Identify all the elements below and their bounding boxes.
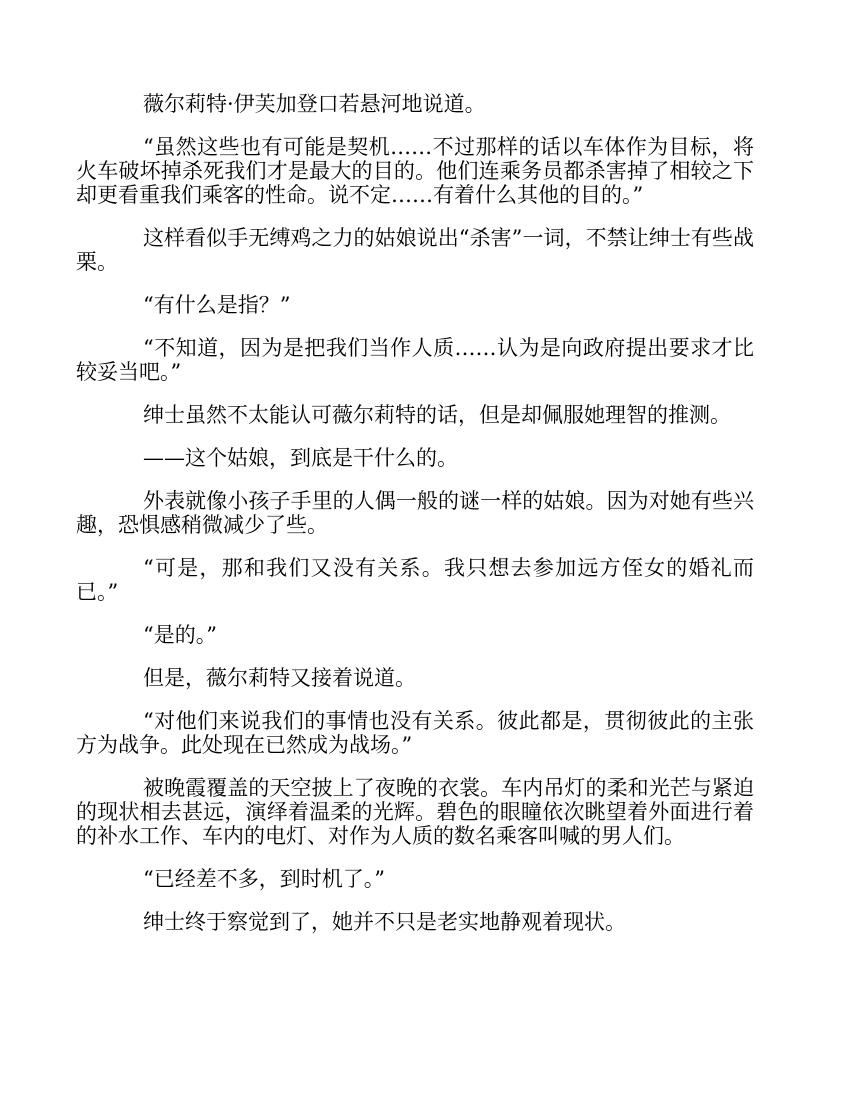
paragraph: “可是，那和我们又没有关系。我只想去参加远方侄女的婚礼而已。” — [76, 556, 754, 604]
paragraph: 绅士终于察觉到了，她并不只是老实地静观着现状。 — [143, 910, 626, 934]
body-text — [76, 92, 754, 953]
paragraph: “不知道，因为是把我们当作人质……认为是向政府提出要求才比较妥当吧。” — [76, 336, 754, 384]
paragraph: “对他们来说我们的事情也没有关系。彼此都是，贯彻彼此的主张方为战争。此处现在已然成为战场。” — [76, 709, 754, 757]
paragraph: “是的。” — [143, 623, 217, 647]
paragraph: ——这个姑娘，到底是干什么的。 — [143, 446, 458, 470]
paragraph: 外表就像小孩子手里的人偶一般的谜一样的姑娘。因为对她有些兴趣，恐惧感稍微减少了些。 — [76, 489, 754, 537]
paragraph: 绅士虽然不太能认可薇尔莉特的话，但是却佩服她理智的推测。 — [143, 403, 731, 427]
paragraph: “有什么是指？” — [143, 293, 291, 317]
paragraph: “虽然这些也有可能是契机……不过那样的话以车体作为目标，将火车破坏掉杀死我们才是最大的目的。他们连乘务员都杀害掉了相较之下却更看重我们乘客的性命。说不定……有着什么其他的目的。” — [76, 135, 754, 207]
paragraph: “已经差不多，到时机了。” — [143, 867, 385, 891]
paragraph: 这样看似手无缚鸡之力的姑娘说出“杀害”一词，不禁让绅士有些战栗。 — [76, 226, 754, 274]
paragraph: 被晚霞覆盖的天空披上了夜晚的衣裳。车内吊灯的柔和光芒与紧迫的现状相去甚远，演绎着温柔的光辉。碧色的眼瞳依次眺望着外面进行着的补水工作、车内的电灯、对作为人质的数名乘客叫喊的男人们。 — [76, 776, 754, 848]
paragraph: 薇尔莉特·伊芙加登口若悬河地说道。 — [143, 92, 486, 116]
paragraph: 但是，薇尔莉特又接着说道。 — [143, 666, 416, 690]
